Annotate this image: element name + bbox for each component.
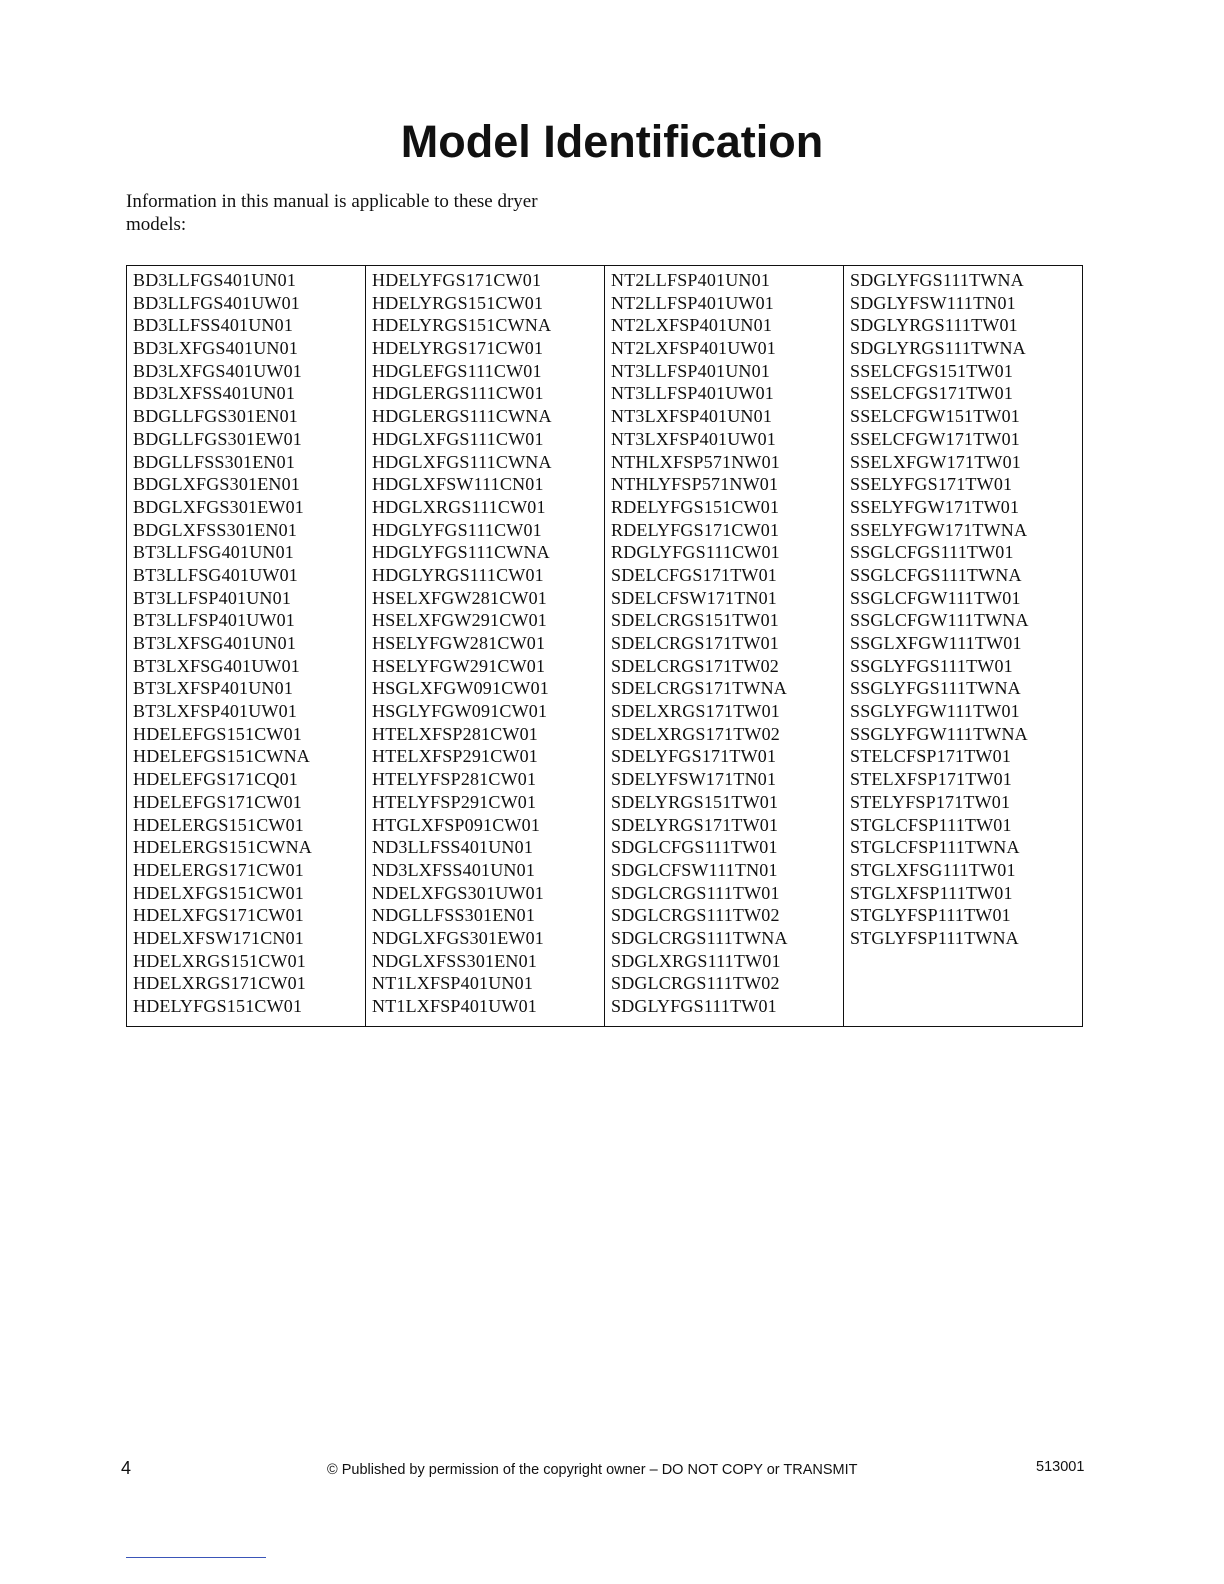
model-number: SSGLXFGW111TW01 [850,633,1022,653]
model-number: NT3LXFSP401UN01 [611,406,773,427]
model-number: SDELYRGS171TW01 [611,814,779,835]
model-number: SSGLYFGS111TW01 [850,655,1013,676]
model-number: HDELEFGS171CQ01 [133,769,299,790]
model-number: STELXFSP171TW01 [850,769,1013,790]
model-number: SDGLCRGS111TW02 [611,905,780,926]
model-number: SSELYFGW171TW01 [850,496,1020,517]
model-number: NTHLXFSP571NW01 [611,451,781,472]
model-number: BT3LLFSP401UN01 [133,587,292,608]
model-column-3 [605,266,844,1026]
model-number: SDGLCFGS111TW01 [611,837,778,858]
model-number: HSELXFGW281CW01 [372,587,547,608]
model-number: HTELXFSP281CW01 [372,723,539,744]
model-number: HTGLXFSP091CW01 [372,814,541,835]
model-number: SDGLYFGS111TWNA [850,270,1024,290]
model-number: HSGLYFGW091CW01 [372,701,548,722]
model-number: SSELYFGW171TWNA [850,519,1028,540]
model-number: ND3LLFSS401UN01 [372,837,534,858]
model-number: SSELCFGS151TW01 [850,360,1014,381]
model-number: HDELEFGS151CW01 [133,723,302,744]
model-number: SSELCFGS171TW01 [850,383,1014,404]
page-title: Model Identification [400,116,824,167]
model-number: NDGLXFSS301EN01 [372,950,538,971]
model-number: SSGLCFGW111TW01 [850,587,1021,608]
model-number: NT3LLFSP401UN01 [611,360,771,381]
model-number: BT3LLFSP401UW01 [133,610,296,631]
model-number: STELCFSP171TW01 [850,746,1012,767]
model-number: HDELXFGS171CW01 [133,905,305,926]
model-number: NDGLLFSS301EN01 [372,905,536,926]
model-number: RDELYFGS171CW01 [611,519,780,540]
model-number: SDGLYFSW111TN01 [850,292,1016,313]
model-number: SSGLYFGW111TWNA [850,723,1028,744]
model-number: SDGLYRGS111TWNA [850,338,1026,359]
model-number: HDGLXRGS111CW01 [372,496,546,517]
model-number: HSELYFGW291CW01 [372,655,546,676]
model-number: STGLXFSG111TW01 [850,859,1016,880]
model-number: HDELERGS151CWNA [133,837,312,858]
model-number: RDELYFGS151CW01 [611,496,780,517]
model-number: HDELYRGS151CW01 [372,292,544,313]
model-number: NT2LLFSP401UW01 [611,292,775,313]
model-number: SDELCFSW171TN01 [611,587,778,608]
model-number: ND3LXFSS401UN01 [372,859,536,880]
model-number: HDGLXFGS111CWNA [372,451,552,472]
model-number: SSGLYFGW111TW01 [850,701,1020,722]
model-number: BDGLXFGS301EW01 [133,496,305,517]
model-number: SDGLYFGS111TW01 [611,996,777,1016]
model-number: NT1LXFSP401UN01 [372,973,534,994]
model-number: SSGLYFGS111TWNA [850,678,1021,699]
model-number: HDELERGS171CW01 [133,859,304,880]
model-number: HDELEFGS171CW01 [133,791,302,812]
model-column-1 [127,266,366,1026]
model-number: BT3LXFSG401UN01 [133,633,297,653]
model-column-2 [366,266,605,1026]
model-number: STGLYFSP111TWNA [850,927,1019,948]
model-number: NT2LXFSP401UN01 [611,315,773,336]
model-number: HDGLXFSW111CN01 [372,474,544,495]
model-number: HTELYFSP281CW01 [372,769,537,790]
model-number: HSELXFGW291CW01 [372,610,547,631]
model-number: SDGLXRGS111TW01 [611,950,781,971]
model-number: BD3LXFGS401UW01 [133,360,303,381]
intro-text: Information in this manual is applicable to these dryer models: [126,191,538,235]
footer-document-code: 513001 [1036,1459,1085,1475]
model-number: SSGLCFGS111TW01 [850,542,1014,563]
model-number: HDELXRGS151CW01 [133,950,306,971]
model-number: RDGLYFGS111CW01 [611,542,780,563]
model-number: SSELXFGW171TW01 [850,451,1021,472]
model-number: SSGLCFGS111TWNA [850,564,1022,585]
model-number: HDGLYRGS111CW01 [372,564,544,585]
model-number: BDGLLFSS301EN01 [133,451,296,472]
model-number: BD3LXFGS401UN01 [133,338,299,359]
model-number: NDGLXFGS301EW01 [372,927,544,948]
model-number: HDGLXFGS111CW01 [372,428,544,449]
model-number: HDGLYFGS111CW01 [372,519,542,540]
model-number: SSELCFGW151TW01 [850,406,1021,427]
model-number: BD3LLFGS401UW01 [133,292,301,313]
model-number: SDELYFSW171TN01 [611,769,777,790]
model-number: HDGLERGS111CW01 [372,383,544,404]
model-number: HDELXFGS151CW01 [133,882,305,903]
model-number: STGLCFSP111TWNA [850,837,1020,858]
model-number: HDELXRGS171CW01 [133,973,306,994]
model-number: SSGLCFGW111TWNA [850,610,1029,631]
model-column-4 [844,266,1082,1026]
model-number: BDGLXFGS301EN01 [133,474,301,495]
model-number: BD3LLFGS401UN01 [133,270,297,290]
model-number: HDGLYFGS111CWNA [372,542,550,563]
footer-copyright: © Published by permission of the copyright owner – DO NOT COPY or TRANSMIT [327,1462,858,1478]
model-number: SDELXRGS171TW02 [611,723,780,744]
model-number: BT3LLFSG401UN01 [133,542,295,563]
model-number: SDELCFGS171TW01 [611,564,778,585]
model-number: HDGLERGS111CWNA [372,406,552,427]
model-number: SDELYRGS151TW01 [611,791,779,812]
model-number: HDELXFSW171CN01 [133,927,305,948]
model-number: BD3LLFSS401UN01 [133,315,294,336]
model-number: NT2LXFSP401UW01 [611,338,777,359]
model-number: HSGLXFGW091CW01 [372,678,549,699]
model-number: BDGLXFSS301EN01 [133,519,298,540]
model-number: SDELXRGS171TW01 [611,701,780,722]
model-number: SSELCFGW171TW01 [850,428,1021,449]
model-number: BDGLLFGS301EN01 [133,406,299,427]
model-number: SDGLYRGS111TW01 [850,315,1018,336]
model-number: NT2LLFSP401UN01 [611,270,771,290]
model-number: SDGLCRGS111TWNA [611,927,788,948]
model-number: NT3LXFSP401UW01 [611,428,777,449]
model-number: HDELYFGS151CW01 [133,996,303,1016]
model-number: SDELYFGS171TW01 [611,746,777,767]
model-number: BDGLLFGS301EW01 [133,428,302,449]
model-number: BD3LXFSS401UN01 [133,383,296,404]
model-number: STELYFSP171TW01 [850,791,1011,812]
model-number: BT3LXFSP401UN01 [133,678,294,699]
model-number: NDELXFGS301UW01 [372,882,544,903]
model-number: HDELYRGS151CWNA [372,315,552,336]
model-number: SDELCRGS151TW01 [611,610,780,631]
model-number: SDELCRGS171TW02 [611,655,780,676]
model-number: HDELYRGS171CW01 [372,338,544,359]
model-number: HDELEFGS151CWNA [133,746,310,767]
model-number: STGLYFSP111TW01 [850,905,1011,926]
model-number: SDGLCRGS111TW01 [611,882,780,903]
model-number: HDGLEFGS111CW01 [372,360,542,381]
model-number: STGLCFSP111TW01 [850,814,1012,835]
model-number: NTHLYFSP571NW01 [611,474,779,495]
model-number: BT3LXFSP401UW01 [133,701,298,722]
model-number: BT3LXFSG401UW01 [133,655,301,676]
model-number: STGLXFSP111TW01 [850,882,1013,903]
model-number: BT3LLFSG401UW01 [133,564,298,585]
model-number: SDELCRGS171TW01 [611,633,780,653]
model-number: HSELYFGW281CW01 [372,633,546,653]
model-number: HTELYFSP291CW01 [372,791,537,812]
model-number: HTELXFSP291CW01 [372,746,539,767]
model-number: NT3LLFSP401UW01 [611,383,775,404]
footer-rule [126,1557,266,1558]
model-number: HDELYFGS171CW01 [372,270,542,290]
model-number: SSELYFGS171TW01 [850,474,1013,495]
model-number: HDELERGS151CW01 [133,814,304,835]
model-number: SDELCRGS171TWNA [611,678,788,699]
footer-page-number: 4 [121,1458,132,1478]
model-number: SDGLCFSW111TN01 [611,859,778,880]
model-table [126,265,1083,1027]
model-number: SDGLCRGS111TW02 [611,973,780,994]
model-number: NT1LXFSP401UW01 [372,996,538,1016]
